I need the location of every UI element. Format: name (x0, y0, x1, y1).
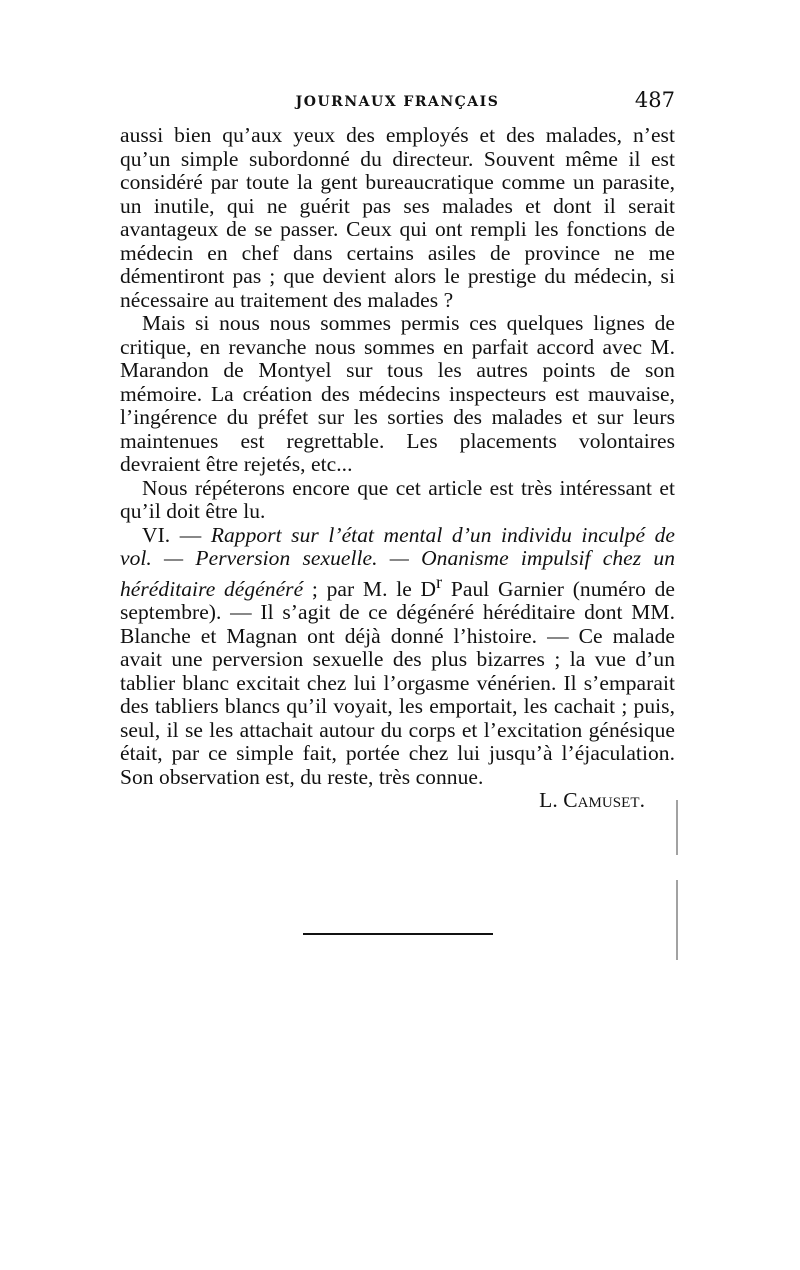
page-number: 487 (634, 88, 675, 112)
margin-mark (676, 880, 678, 960)
end-rule (303, 933, 493, 935)
paragraph-4-rest: Paul Garnier (numéro de septembre). — Il s’agit de ce dégénéré héréditaire dont MM. Blanche et Magnan ont déjà donné l’histoire. — Ce malade avait une perversion sexuelle des plus bizarres ; la vue d’un tablier blanc excitait chez lui l’orgasme vénérien. Il s’emparait des tabliers blancs qu’il voyait, les emportait, les cachait ; puis, seul, il se les attachait autour du corps et l’excitation génésique était, par ce simple fait, portée chez lui jusqu’à l’éjaculation. Son observation est, du reste, très connue. (120, 576, 675, 789)
paragraph-4 (120, 524, 675, 790)
byline-prefix: ; par M. le D (303, 576, 437, 601)
running-head (120, 90, 675, 124)
doctor-superscript: r (436, 571, 443, 592)
body-text (120, 124, 675, 813)
page (120, 90, 675, 935)
section-number: VI. — (142, 522, 211, 547)
running-title: JOURNAUX FRANÇAIS (295, 94, 500, 110)
paragraph-1: aussi bien qu’aux yeux des employés et des malades, n’est qu’un simple subordonné du directeur. Souvent même il est considéré par toute la gent bureaucratique comme un parasite, un inutile, qui ne guérit pas ses malades et dont il serait avantageux de se passer. Ceux qui ont rempli les fonctions de médecin en chef dans certains asiles de province ne me démentiront pas ; que devient alors le prestige du médecin, si nécessaire au traitement des malades ? (120, 123, 675, 312)
signature: L. Camuset. (539, 788, 645, 813)
article-title: Rapport sur l’état mental d’un individu inculpé de vol. — Perversion sexuelle. — Onanisme impulsif chez un héréditaire dégénéré (120, 522, 675, 601)
margin-mark (676, 800, 678, 855)
paragraph-3: Nous répéterons encore que cet article est très intéressant et qu’il doit être lu. (120, 475, 675, 523)
paragraph-2: Mais si nous nous sommes permis ces quelques lignes de critique, en revanche nous sommes en parfait accord avec M. Marandon de Montyel sur tous les autres points de son mémoire. La création des médecins inspecteurs est mauvaise, l’ingérence du préfet sur les sorties des malades et sur leurs maintenues est regrettable. Les placements volontaires devraient être rejetés, etc... (120, 311, 675, 476)
